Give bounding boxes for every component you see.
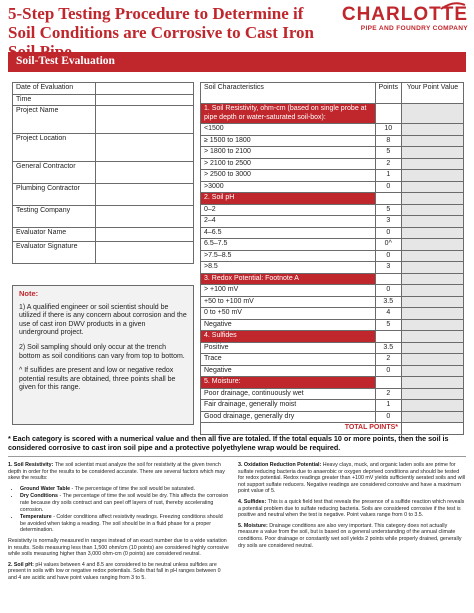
sulfides-paragraph: 4. Sulfides: This is a quick field test that reveals the presence of a sulfide reaction which reveals a potential problem due to sulfate reducing bacteria. Soils are considered corrosive if the test is positive and neutral when the test is negative. Point values range from 0 to 3.5. — [238, 498, 465, 519]
points-value: 0 — [375, 181, 401, 193]
info-value-field[interactable] — [96, 242, 194, 264]
moisture-paragraph: 5. Moisture: Drainage conditions are also very important. This category does not actually measure a value from the soil, but is based on a general understanding of the annual climate conditions. Poor drainage or constantly wet soil yields 2 points while properly drained, generally dry soils are considered neutral. — [238, 522, 462, 549]
category-points-cell — [375, 273, 401, 285]
info-label: Testing Company — [13, 206, 96, 228]
info-label: Evaluator Signature — [13, 242, 96, 264]
table-row — [201, 262, 464, 274]
points-value: 5 — [375, 147, 401, 159]
your-point-value-field[interactable] — [402, 227, 464, 239]
info-row — [13, 228, 194, 242]
table-row — [201, 135, 464, 147]
resistivity-ranges-paragraph: Resistivity is normally measured in ranges instead of an exact number due to a wide variation in results. Soils measuring less than 1,500 ohm/cm (10 points) are considered highly corrosive while soils measuring higher than 3,000 ohm-cm (0 points) are considered neutral. — [8, 537, 229, 558]
range-label: >8.5 — [201, 262, 376, 274]
points-value: 4 — [375, 308, 401, 320]
note-box — [12, 285, 194, 425]
category-label: 2. Soil pH — [201, 193, 376, 205]
info-label: Project Location — [13, 134, 96, 162]
points-value: 3.5 — [375, 296, 401, 308]
explanation-column-right — [238, 462, 466, 553]
title-line-1: 5-Step Testing Procedure to Determine if — [8, 4, 304, 23]
info-row — [13, 242, 194, 264]
points-value: 2 — [375, 158, 401, 170]
scoring-summary: * Each category is scored with a numerical value and then all five are totaled. If the total equals 10 or more points, then the soil is considered corrosive to cast iron soil pipe and a protective polyethylene wrap would be required. — [8, 434, 449, 452]
category-label: 5. Moisture: — [201, 377, 376, 389]
section-title-bar: Soil-Test Evaluation — [8, 52, 466, 72]
total-points-label: TOTAL POINTS* — [201, 423, 402, 435]
category-your-value-cell — [402, 104, 464, 124]
info-label: Time — [13, 94, 96, 106]
info-value-field[interactable] — [96, 228, 194, 242]
category-points-cell — [375, 193, 401, 205]
your-point-value-field[interactable] — [402, 354, 464, 366]
points-value: 3 — [375, 262, 401, 274]
table-row — [201, 296, 464, 308]
project-info-table — [12, 82, 194, 264]
category-row — [201, 377, 464, 389]
table-row — [201, 147, 464, 159]
range-label: Negative — [201, 319, 376, 331]
info-row — [13, 83, 194, 95]
info-row — [13, 162, 194, 184]
table-row — [201, 170, 464, 182]
your-point-value-field[interactable] — [402, 170, 464, 182]
info-label: Project Name — [13, 106, 96, 134]
table-row — [201, 400, 464, 412]
points-value: 0 — [375, 250, 401, 262]
info-row — [13, 184, 194, 206]
table-row — [201, 216, 464, 228]
info-row — [13, 206, 194, 228]
resistivity-paragraph: 1. Soil Resistivity: The soil scientist must analyze the soil for resistivity at the given trench depth in order for the results to be considered accurate. There are several factors which may skew the results: — [8, 462, 225, 482]
logo-tagline: PIPE AND FOUNDRY COMPANY — [360, 25, 468, 32]
category-row — [201, 104, 464, 124]
range-label: > +100 mV — [201, 285, 376, 297]
points-value: 3.5 — [375, 342, 401, 354]
table-row — [201, 342, 464, 354]
table-row — [201, 285, 464, 297]
range-label: Negative — [201, 365, 376, 377]
category-row — [201, 273, 464, 285]
your-point-value-field[interactable] — [402, 135, 464, 147]
range-label: 6.5–7.5 — [201, 239, 376, 251]
category-points-cell — [375, 331, 401, 343]
category-your-value-cell — [402, 331, 464, 343]
category-your-value-cell — [402, 273, 464, 285]
list-item: • Temperature - Colder conditions affect resistivity readings. Freezing conditions should be avoided when taking a reading. The soil should be in a fluid phase for a proper determination. — [20, 514, 230, 534]
table-row — [201, 181, 464, 193]
range-label: Poor drainage, continuously wet — [201, 388, 376, 400]
range-label: 0–2 — [201, 204, 376, 216]
your-point-value-field[interactable] — [402, 365, 464, 377]
range-label: >3000 — [201, 181, 376, 193]
info-value-field[interactable] — [96, 206, 194, 228]
points-value: 0^ — [375, 239, 401, 251]
category-your-value-cell — [402, 377, 464, 389]
info-value-field[interactable] — [96, 106, 194, 134]
explanation-column-left — [8, 462, 230, 586]
points-value: 2 — [375, 354, 401, 366]
category-points-cell — [375, 104, 401, 124]
table-row — [201, 388, 464, 400]
table-row — [201, 204, 464, 216]
range-label: +50 to +100 mV — [201, 296, 376, 308]
table-row — [201, 158, 464, 170]
info-row — [13, 94, 194, 106]
category-label: 1. Soil Resistivity, ohm-cm (based on single probe at pipe depth or water-saturated soil-box): — [201, 104, 376, 124]
your-point-value-field[interactable] — [402, 124, 464, 136]
range-label: >7.5–8.5 — [201, 250, 376, 262]
range-label: Positive — [201, 342, 376, 354]
resistivity-factors-list — [20, 486, 230, 534]
divider — [8, 456, 466, 457]
points-value: 0 — [375, 285, 401, 297]
range-label: > 2100 to 2500 — [201, 158, 376, 170]
range-label: > 2500 to 3000 — [201, 170, 376, 182]
list-item: • Ground Water Table - The percentage of time the soil would be saturated. — [20, 486, 230, 493]
points-value: 3 — [375, 216, 401, 228]
info-label: Date of Evaluation — [13, 83, 96, 95]
your-point-value-field[interactable] — [402, 216, 464, 228]
points-value: 1 — [375, 170, 401, 182]
range-label: 4–6.5 — [201, 227, 376, 239]
your-point-value-field[interactable] — [402, 400, 464, 412]
category-points-cell — [375, 377, 401, 389]
table-row — [201, 124, 464, 136]
soil-ph-paragraph: 2. Soil pH: pH values between 4 and 8.5 are considered to be neutral unless sulfides are present in soils with low or negative redox potentials. Soils that fall in pH ranges between 0 and 4 are acidic and have point values ranging from 3 to 5. — [8, 561, 221, 581]
table-row — [201, 227, 464, 239]
note-title: Note: — [19, 289, 39, 298]
info-value-field[interactable] — [96, 162, 194, 184]
table-row — [201, 354, 464, 366]
table-row — [201, 250, 464, 262]
category-row — [201, 331, 464, 343]
your-point-value-field[interactable] — [402, 147, 464, 159]
info-label: Plumbing Contractor — [13, 184, 96, 206]
total-points-field[interactable] — [402, 423, 464, 435]
header-soil-characteristics: Soil Characteristics — [201, 83, 376, 104]
range-label: <1500 — [201, 124, 376, 136]
your-point-value-field[interactable] — [402, 319, 464, 331]
info-value-field[interactable] — [96, 94, 194, 106]
list-item: • Dry Conditions - The percentage of time the soil would be dry. This affects the corrosion rate because dry soils contract and can peel off layers of rust, thereby accelerating corrosion. — [20, 493, 230, 513]
range-label: Trace — [201, 354, 376, 366]
table-row — [201, 411, 464, 423]
points-value: 0 — [375, 411, 401, 423]
points-value: 0 — [375, 227, 401, 239]
category-row — [201, 193, 464, 205]
title-line-2: Soil Conditions are Corrosive to Cast Iron — [8, 23, 315, 42]
category-your-value-cell — [402, 193, 464, 205]
table-row — [201, 365, 464, 377]
info-value-field[interactable] — [96, 83, 194, 95]
points-value: 0 — [375, 365, 401, 377]
range-label: ≥ 1500 to 1800 — [201, 135, 376, 147]
your-point-value-field[interactable] — [402, 308, 464, 320]
points-value: 8 — [375, 135, 401, 147]
range-label: 2–4 — [201, 216, 376, 228]
category-label: 3. Redox Potential: Footnote A — [201, 273, 376, 285]
soil-evaluation-table — [200, 82, 464, 435]
note-footnote: ^ If sulfides are present and low or negative redox potential results are obtained, three points shall be given for this range. — [19, 367, 176, 392]
info-row — [13, 134, 194, 162]
your-point-value-field[interactable] — [402, 262, 464, 274]
header-your-point-value: Your Point Value — [402, 83, 464, 104]
table-row — [201, 319, 464, 331]
category-label: 4. Sulfides — [201, 331, 376, 343]
your-point-value-field[interactable] — [402, 158, 464, 170]
your-point-value-field[interactable] — [402, 181, 464, 193]
your-point-value-field[interactable] — [402, 239, 464, 251]
info-label: General Contractor — [13, 162, 96, 184]
table-row — [201, 239, 464, 251]
redox-paragraph: 3. Oxidation Reduction Potential: Heavy clays, muck, and organic laden soils are prime for sulfate reducing bacteria due to anaerobic or oxygen deprived conditions and should be tested for redox potential. Redox readings greater than +100 mV yields sufficiently aerated soils and will not support sulfate reducers. Negative readings are considered corrosive and have a maximum point value of 5. — [238, 462, 466, 495]
table-header-row — [201, 83, 464, 104]
logo-swoosh-icon — [440, 2, 466, 10]
info-row — [13, 106, 194, 134]
info-value-field[interactable] — [96, 134, 194, 162]
your-point-value-field[interactable] — [402, 411, 464, 423]
range-label: Fair drainage, generally moist — [201, 400, 376, 412]
logo-wordmark: CHARLOTTE — [341, 4, 468, 25]
info-label: Evaluator Name — [13, 228, 96, 242]
points-value: 1 — [375, 400, 401, 412]
table-row — [201, 308, 464, 320]
points-value: 10 — [375, 124, 401, 136]
your-point-value-field[interactable] — [402, 250, 464, 262]
points-value: 5 — [375, 319, 401, 331]
points-value: 2 — [375, 388, 401, 400]
header-points: Points — [375, 83, 401, 104]
info-value-field[interactable] — [96, 184, 194, 206]
range-label: Good drainage, generally dry — [201, 411, 376, 423]
charlotte-logo — [340, 5, 468, 32]
range-label: > 1800 to 2100 — [201, 147, 376, 159]
total-row — [201, 423, 464, 435]
your-point-value-field[interactable] — [402, 204, 464, 216]
note-item-1: 1) A qualified engineer or soil scientist should be utilized if there is any concern about corrosion and the use of cast iron DWV products in a given underground project. — [19, 303, 187, 337]
your-point-value-field[interactable] — [402, 296, 464, 308]
your-point-value-field[interactable] — [402, 388, 464, 400]
note-item-2: 2) Soil sampling should only occur at the trench bottom as soil conditions can vary from top to bottom. — [19, 343, 185, 360]
points-value: 5 — [375, 204, 401, 216]
range-label: 0 to +50 mV — [201, 308, 376, 320]
your-point-value-field[interactable] — [402, 285, 464, 297]
your-point-value-field[interactable] — [402, 342, 464, 354]
